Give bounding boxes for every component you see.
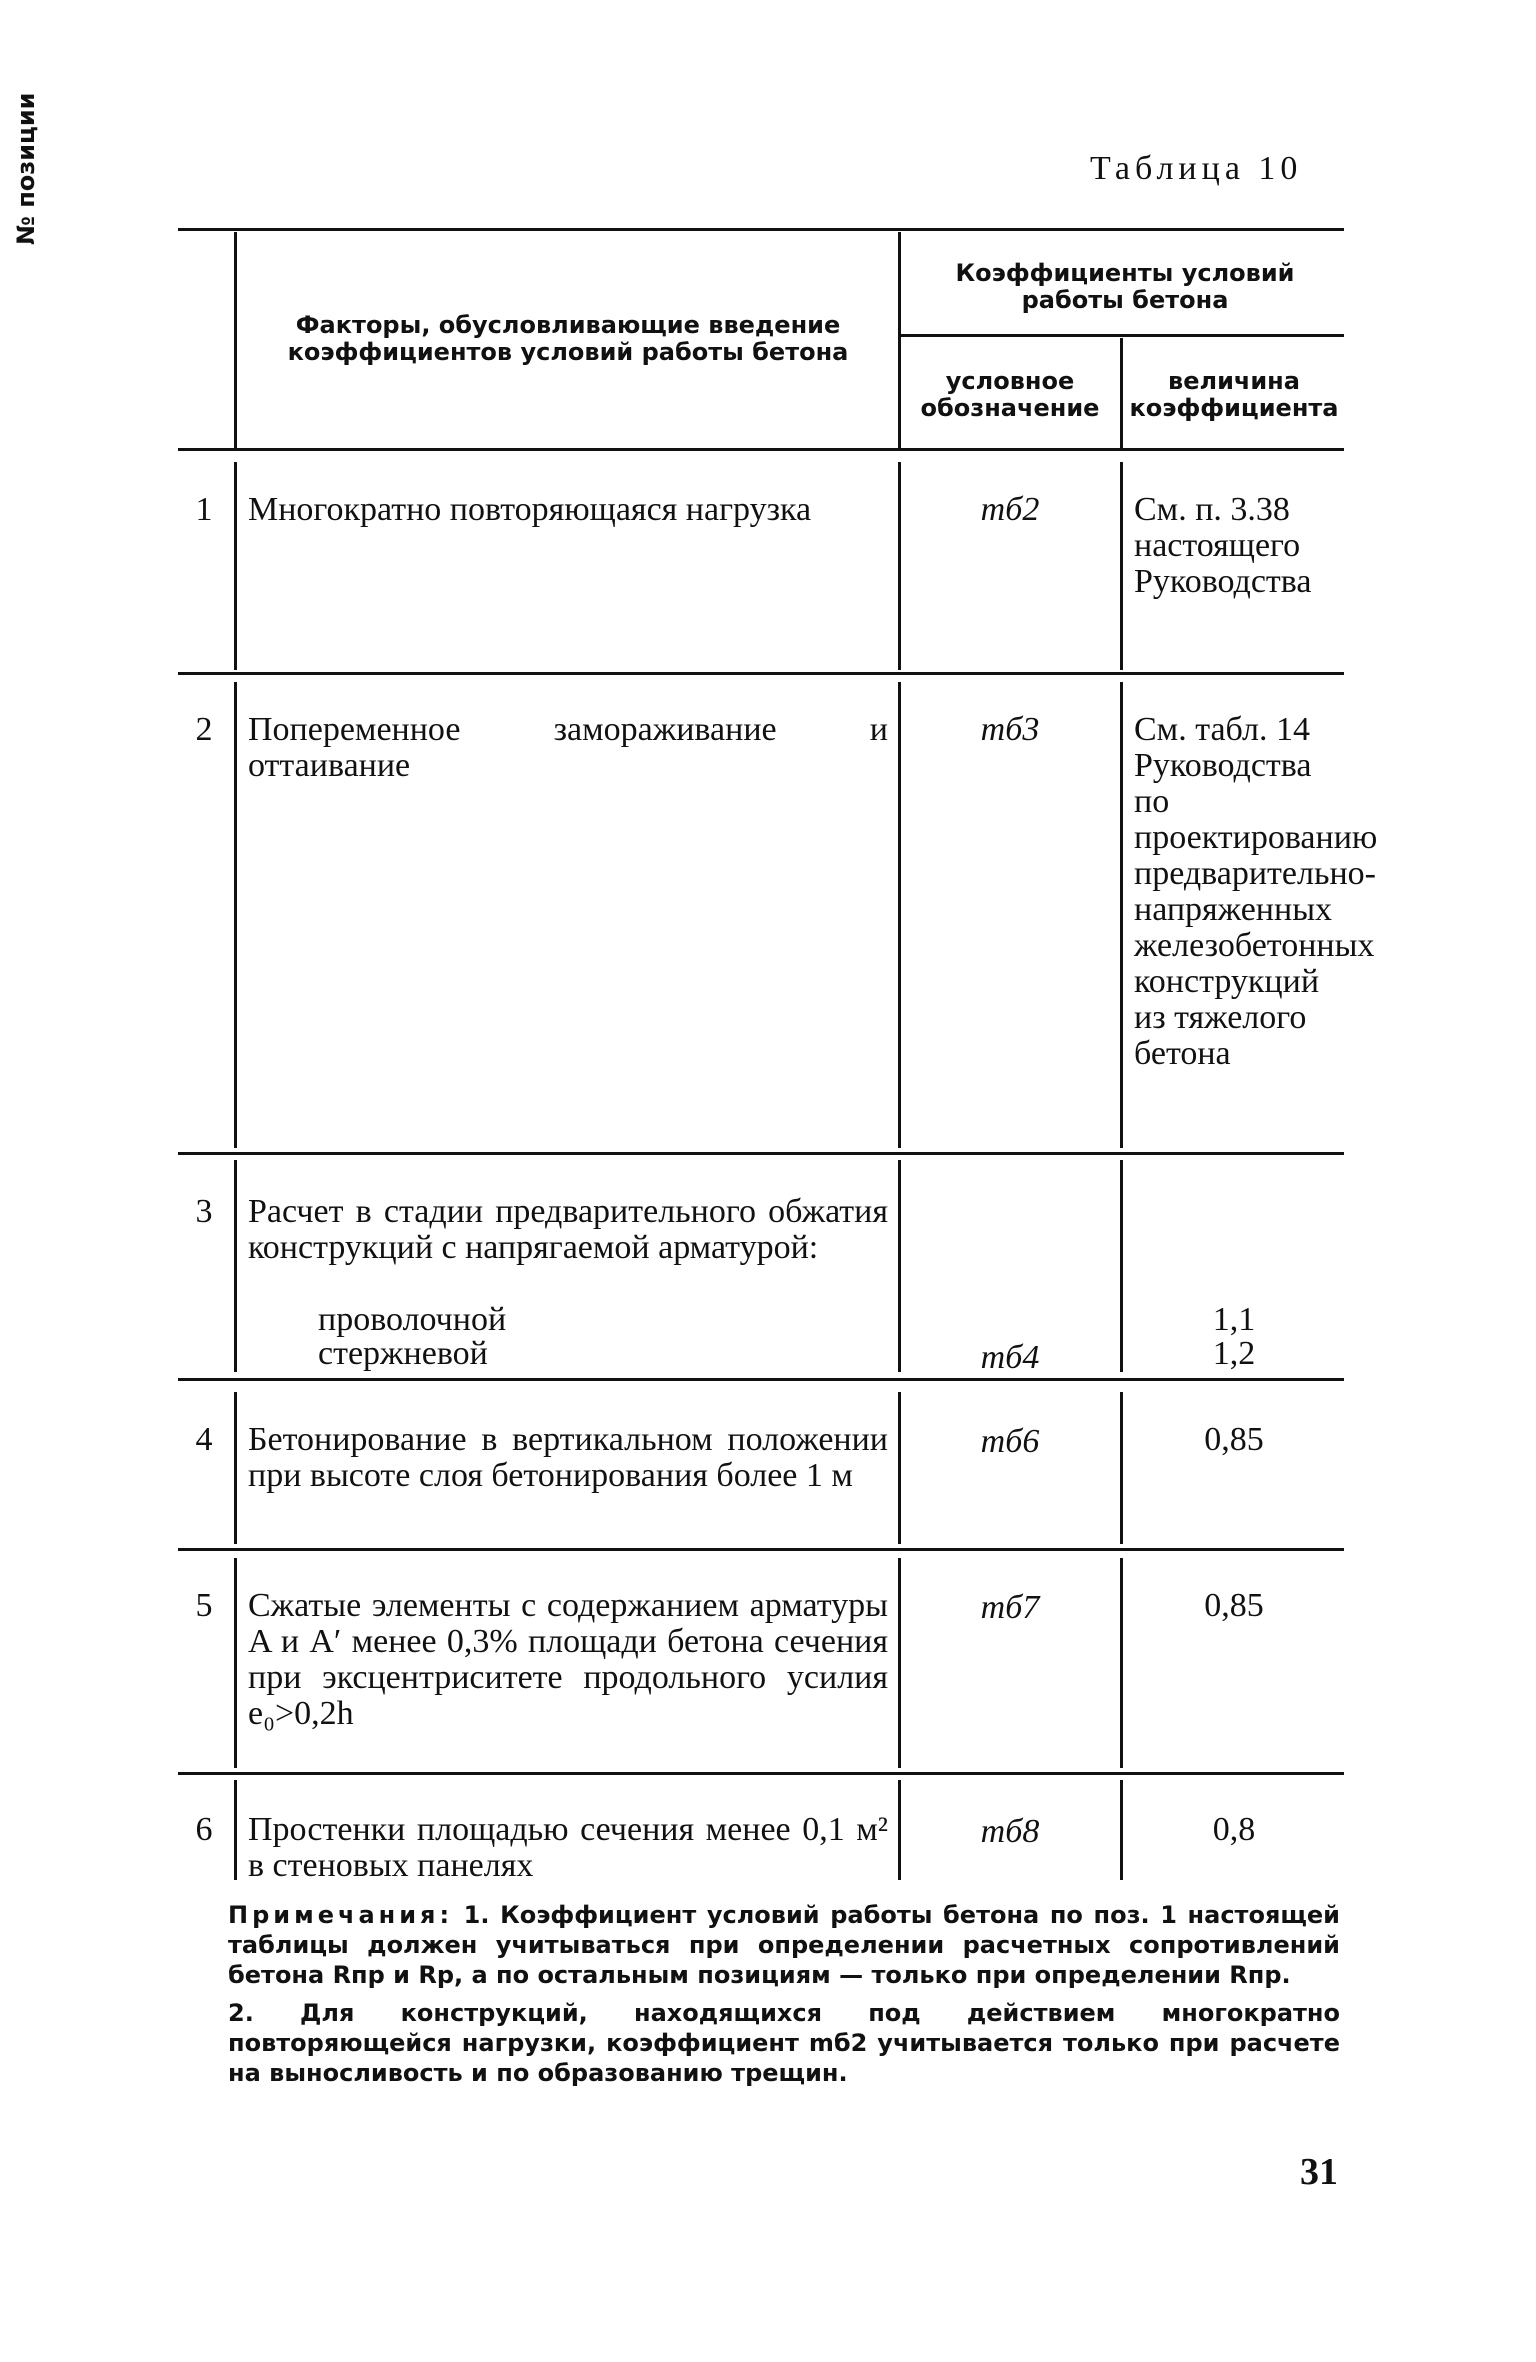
header-divider-1 <box>234 232 237 450</box>
table-notes <box>228 1900 1340 2088</box>
row-divider <box>1120 462 1123 670</box>
row-divider <box>234 1558 237 1768</box>
row-divider <box>234 462 237 670</box>
row-factor: Сжатые элементы с содержанием арматуры A и A′ менее 0,3% площади бетона сечения при эксцентриситете продольного усилия e₀>0,2h <box>248 1587 888 1732</box>
row-value: См. п. 3.38 настоящего Руководства <box>1134 491 1312 600</box>
table-title: Таблица 10 <box>1090 150 1303 187</box>
row-factor: Расчет в стадии предварительного обжатия конструкций с напрягаемой арматурой: <box>248 1193 888 1266</box>
row-divider <box>898 462 901 670</box>
row-value: 0,85 <box>1204 1421 1264 1458</box>
table-top-rule <box>178 228 1344 231</box>
row-divider <box>898 1780 901 1880</box>
row-number: 1 <box>195 491 213 528</box>
row-symbol: mб4 <box>980 1339 1040 1376</box>
row-rule <box>178 1152 1344 1155</box>
coeff-group-rule <box>900 334 1344 337</box>
notes-label: Примечания: <box>228 1901 454 1929</box>
row-value: 1,2 <box>1212 1335 1256 1372</box>
row-number: 5 <box>195 1587 213 1624</box>
row-factor: Бетонирование в вертикальном положении при высоте слоя бетонирования более 1 м <box>248 1421 888 1494</box>
row-rule <box>178 1548 1344 1551</box>
row-divider <box>1120 1160 1123 1372</box>
row-divider <box>234 682 237 1148</box>
row-divider <box>898 1558 901 1768</box>
header-position: № позиции <box>12 92 40 245</box>
row-number: 4 <box>195 1421 213 1458</box>
row-divider <box>1120 682 1123 1148</box>
row-symbol: mб6 <box>980 1423 1040 1460</box>
row-divider <box>898 1160 901 1372</box>
page-number: 31 <box>1300 2151 1338 2193</box>
header-coeff-group: Коэффициенты условий работы бетона <box>955 259 1295 314</box>
row-value: 0,8 <box>1212 1811 1256 1848</box>
row-divider <box>234 1160 237 1372</box>
header-divider-2 <box>898 232 901 450</box>
note-2: 2. Для конструкций, находящихся под действием многократно повторяющейся нагрузки, коэффициент mб2 учитывается только при расчете на выносливость и по образованию трещин. <box>228 1999 1340 2087</box>
row-value: См. табл. 14 Руководства по проектированию предварительно-напряженных железобетонных конструкций из тяжелого бетона <box>1134 711 1378 1072</box>
row-rule <box>178 1772 1344 1775</box>
row-symbol: mб7 <box>980 1589 1040 1626</box>
row-divider <box>234 1392 237 1544</box>
row-symbol: mб2 <box>980 491 1040 528</box>
note-1-text: 1. Коэффициент условий работы бетона по поз. 1 настоящей таблицы должен учитываться при определении расчетных сопротивлений бетона Rпр и Rр, а по остальным позициям — только при определении Rпр. <box>228 1901 1340 1989</box>
header-symbol: условное обозначение <box>920 367 1100 422</box>
row-value: 1,1 <box>1212 1301 1256 1338</box>
row-number: 3 <box>195 1193 213 1230</box>
row-symbol: mб3 <box>980 711 1040 748</box>
row-subitem: стержневой <box>318 1335 488 1372</box>
header-value: величина коэффициента <box>1129 367 1339 422</box>
row-number: 2 <box>195 711 213 748</box>
row-divider <box>234 1780 237 1880</box>
row-divider <box>898 682 901 1148</box>
row-factor: Простенки площадью сечения менее 0,1 м² в стеновых панелях <box>248 1811 888 1884</box>
row-subitem: проволочной <box>318 1301 507 1338</box>
header-divider-3 <box>1120 338 1123 450</box>
row-value: 0,85 <box>1204 1587 1264 1624</box>
row-factor: Попеременное замораживание и оттаивание <box>248 711 888 784</box>
row-divider <box>1120 1780 1123 1880</box>
header-bottom-rule <box>178 448 1344 451</box>
row-rule <box>178 1378 1344 1381</box>
row-number: 6 <box>195 1811 213 1848</box>
note-1 <box>228 1900 1340 1990</box>
header-factors: Факторы, обусловливающие введение коэффициентов условий работы бетона <box>287 311 849 366</box>
row-factor: Многократно повторяющаяся нагрузка <box>248 491 812 528</box>
row-divider <box>1120 1558 1123 1768</box>
row-divider <box>898 1392 901 1544</box>
row-divider <box>1120 1392 1123 1544</box>
row-rule <box>178 672 1344 675</box>
row-symbol: mб8 <box>980 1813 1040 1850</box>
